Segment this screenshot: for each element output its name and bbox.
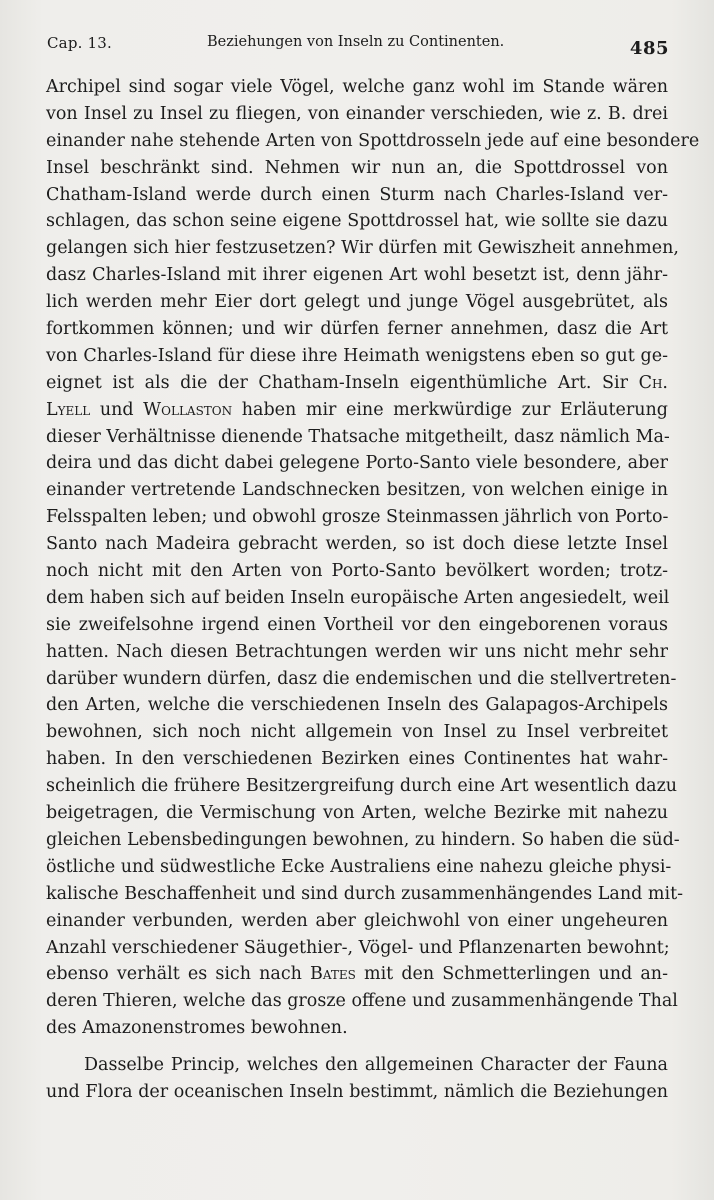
text-line: ebenso verhält es sich nach Bates mit den Schmetterlingen und an- [46, 964, 668, 985]
text-line: Lyell und Wollaston haben mir eine merkwürdige zur Erläuterung [46, 399, 668, 420]
text-line: haben. In den verschiedenen Bezirken eines Continentes hat wahr- [46, 749, 668, 770]
text-line: Santo nach Madeira gebracht werden, so ist doch diese letzte Insel [46, 534, 668, 555]
text-line: fortkommen können; und wir dürfen ferner annehmen, dasz die Art [46, 319, 668, 340]
paragraph [46, 1052, 668, 1106]
text-line: dieser Verhältnisse dienende Thatsache mitgetheilt, dasz nämlich Ma- [46, 426, 670, 447]
text-line: einander vertretende Landschnecken besitzen, von welchen einige in [46, 480, 668, 501]
text-line: beigetragen, die Vermischung von Arten, welche Bezirke mit nahezu [46, 803, 668, 824]
text-line: darüber wundern dürfen, dasz die endemischen und die stellvertreten- [46, 668, 677, 689]
text-line: Insel beschränkt sind. Nehmen wir nun an, die Spottdrossel von [46, 157, 668, 178]
text-line: des Amazonenstromes bewohnen. [46, 1018, 348, 1039]
text-line: sie zweifelsohne irgend einen Vortheil vor den eingeborenen voraus [46, 614, 668, 635]
text-line: deren Thieren, welche das grosze offene und zusammenhängende Thal [46, 991, 678, 1012]
text-line: kalische Beschaffenheit und sind durch zusammenhängendes Land mit- [46, 883, 684, 904]
text-line: bewohnen, sich noch nicht allgemein von Insel zu Insel verbreitet [46, 722, 668, 743]
text-line: eignet ist als die der Chatham-Inseln eigenthümliche Art. Sir Ch. [46, 372, 668, 393]
text-line: Chatham-Island werde durch einen Sturm nach Charles-Island ver- [46, 184, 668, 205]
text-line: einander nahe stehende Arten von Spottdrosseln jede auf eine besondere [46, 130, 700, 151]
text-line: schlagen, das schon seine eigene Spottdrossel hat, wie sollte sie dazu [46, 211, 668, 232]
text-line: östliche und südwestliche Ecke Australiens eine nahezu gleiche physi- [46, 856, 672, 877]
text-line: Felsspalten leben; und obwohl grosze Steinmassen jährlich von Porto- [46, 507, 669, 528]
running-title: Beziehungen von Inseln zu Continenten. [207, 34, 505, 50]
text-line: Archipel sind sogar viele Vögel, welche ganz wohl im Stande wären [46, 77, 668, 97]
text-line: gleichen Lebensbedingungen bewohnen, zu hindern. So haben die süd- [46, 829, 680, 850]
text-line: hatten. Nach diesen Betrachtungen werden wir uns nicht mehr sehr [46, 641, 668, 662]
text-line: Anzahl verschiedener Säugethier-, Vögel- und Pflanzenarten bewohnt; [46, 937, 670, 958]
chapter-label: Cap. 13. [47, 34, 113, 52]
text-line: noch nicht mit den Arten von Porto-Santo bevölkert worden; trotz- [46, 561, 668, 582]
page-number: 485 [629, 38, 669, 59]
text-line: Dasselbe Princip, welches den allgemeinen Character der Fauna [84, 1055, 668, 1076]
text-line: scheinlich die frühere Besitzergreifung durch eine Art wesentlich dazu [46, 776, 678, 797]
paragraph-gap [46, 1042, 668, 1052]
text-line: den Arten, welche die verschiedenen Inseln des Galapagos-Archipels [46, 695, 668, 716]
running-header [47, 34, 669, 64]
text-line: und Flora der oceanischen Inseln bestimmt, nämlich die Beziehungen [46, 1081, 668, 1102]
paragraph [46, 74, 700, 1042]
text-line: dasz Charles-Island mit ihrer eigenen Art wohl besetzt ist, denn jähr- [46, 265, 668, 286]
text-line: von Charles-Island für diese ihre Heimath wenigstens eben so gut ge- [46, 345, 668, 366]
text-line: gelangen sich hier festzusetzen? Wir dürfen mit Gewiszheit annehmen, [46, 238, 679, 259]
text-line: lich werden mehr Eier dort gelegt und junge Vögel ausgebrütet, als [46, 292, 668, 313]
text-line: dem haben sich auf beiden Inseln europäische Arten angesiedelt, weil [46, 587, 670, 608]
text-line: einander verbunden, werden aber gleichwohl von einer ungeheuren [46, 910, 668, 931]
text-line: deira und das dicht dabei gelegene Porto-Santo viele besondere, aber [46, 453, 668, 474]
body-text [46, 74, 700, 1106]
text-line: von Insel zu Insel zu fliegen, von einander verschieden, wie z. B. drei [46, 103, 668, 124]
